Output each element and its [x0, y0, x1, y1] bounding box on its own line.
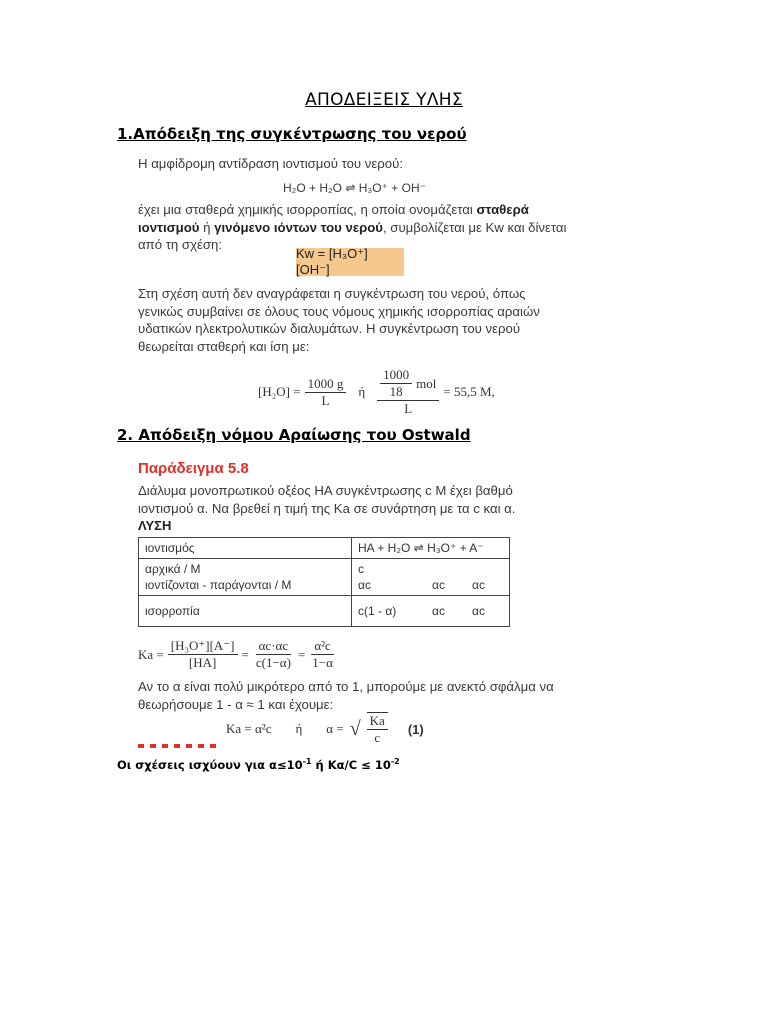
- equilibrium-constant-paragraph: έχει μια σταθερά χημικής ισορροπίας, η οποία ονομάζεται σταθερά ιοντισμού ή γινόμενο ιόντων του νερού, συμβολίζεται με Kw και δίνεται από τη σχέση:: [138, 202, 567, 252]
- table-row: [139, 538, 510, 559]
- water-concentration-paragraph: Στη σχέση αυτή δεν αναγράφεται η συγκέντρωση του νερού, όπως γενικώς συμβαίνει σε όλους τους νόμους χημικής ισορροπίας αραιών υδατικών ηλεκτρολυτικών διαλυμάτων. Η συγκέντρωση του νερού θεωρείται σταθερή και ίση με:: [138, 286, 540, 354]
- water-ionization-figure: [138, 155, 570, 416]
- water-concentration-equation: [H₂O] = $\frac{1000 g}{L}$ ή $\frac{1000}{18}$ mol L = 55,5 M,: [258, 367, 495, 416]
- ostwald-final-equation: Ka = α²c ή α = √ $\frac{Ka}{c}$ (1): [226, 713, 424, 745]
- water-reaction-equation: H₂O + H₂O ⇌ H₃O⁺ + OH⁻: [283, 181, 426, 195]
- document-title: ΑΠΟΔΕΙΞΕΙΣ ΥΛΗΣ: [305, 90, 463, 110]
- ka-derivation-equation: Ka = $\frac{\text{[H₃O⁺][A⁻]}}{[HA]}$ = $\frac{\alpha c\cdot\alpha c}{c(1-\alpha)}$ = $\frac{\text{α²c}}{1-\alpha}$: [138, 638, 333, 670]
- table-cell: αc: [426, 596, 466, 627]
- example-problem-text: Διάλυμα μονοπρωτικού οξέος ΗΑ συγκέντρωσης c M έχει βαθμό ιοντισμού α. Να βρεθεί η τιμή της Ka σε συνάρτηση με τα c και α.: [138, 483, 516, 516]
- table-cell: c αc: [352, 559, 427, 596]
- cropped-red-text-fragment: [138, 744, 218, 748]
- table-row: [139, 559, 510, 596]
- table-cell: αc: [426, 559, 466, 596]
- table-cell: c(1 - α): [352, 596, 427, 627]
- figure-intro-line: Η αμφίδρομη αντίδραση ιοντισμού του νερού:: [138, 156, 403, 171]
- solution-label: ΛΥΣΗ: [138, 518, 172, 533]
- ionization-table: [138, 537, 510, 627]
- table-row: [139, 596, 510, 627]
- kw-formula-box: Kw = [H₃O⁺] [OH⁻]: [296, 248, 404, 276]
- fraction-grams-per-litre: $\frac{1000 g}{L}$: [305, 376, 347, 409]
- table-cell: αc: [466, 596, 510, 627]
- validity-note: Οι σχέσεις ισχύουν για $\alpha\le 10^{-1}$ ή $K\alpha/C \le 10^{-2}$: [117, 757, 400, 772]
- example-title: Παράδειγμα 5.8: [138, 460, 249, 477]
- section-heading-water-concentration: 1.Απόδειξη της συγκέντρωσης του νερού: [117, 125, 467, 143]
- section-heading-ostwald-law: 2. Απόδειξη νόμου Αραίωσης του Ostwald: [117, 426, 471, 444]
- table-cell: ισορροπία: [139, 596, 352, 627]
- fraction-moles-per-litre: $\frac{1000}{18}$ mol L: [377, 367, 439, 417]
- table-cell: αρχικά / M ιοντίζονται - παράγονται / M: [139, 559, 352, 596]
- table-cell: ιοντισμός: [139, 538, 352, 559]
- approximation-text: Αν το α είναι πολύ μικρότερο από το 1, μπορούμε με ανεκτό σφάλμα να θεωρήσουμε 1 - α ≈ 1 και έχουμε:: [138, 679, 554, 712]
- sqrt-sign: √: [349, 717, 361, 740]
- table-cell: αc: [466, 559, 510, 596]
- table-cell: ΗΑ + H₂O ⇌ H₃O⁺ + A⁻: [352, 538, 510, 559]
